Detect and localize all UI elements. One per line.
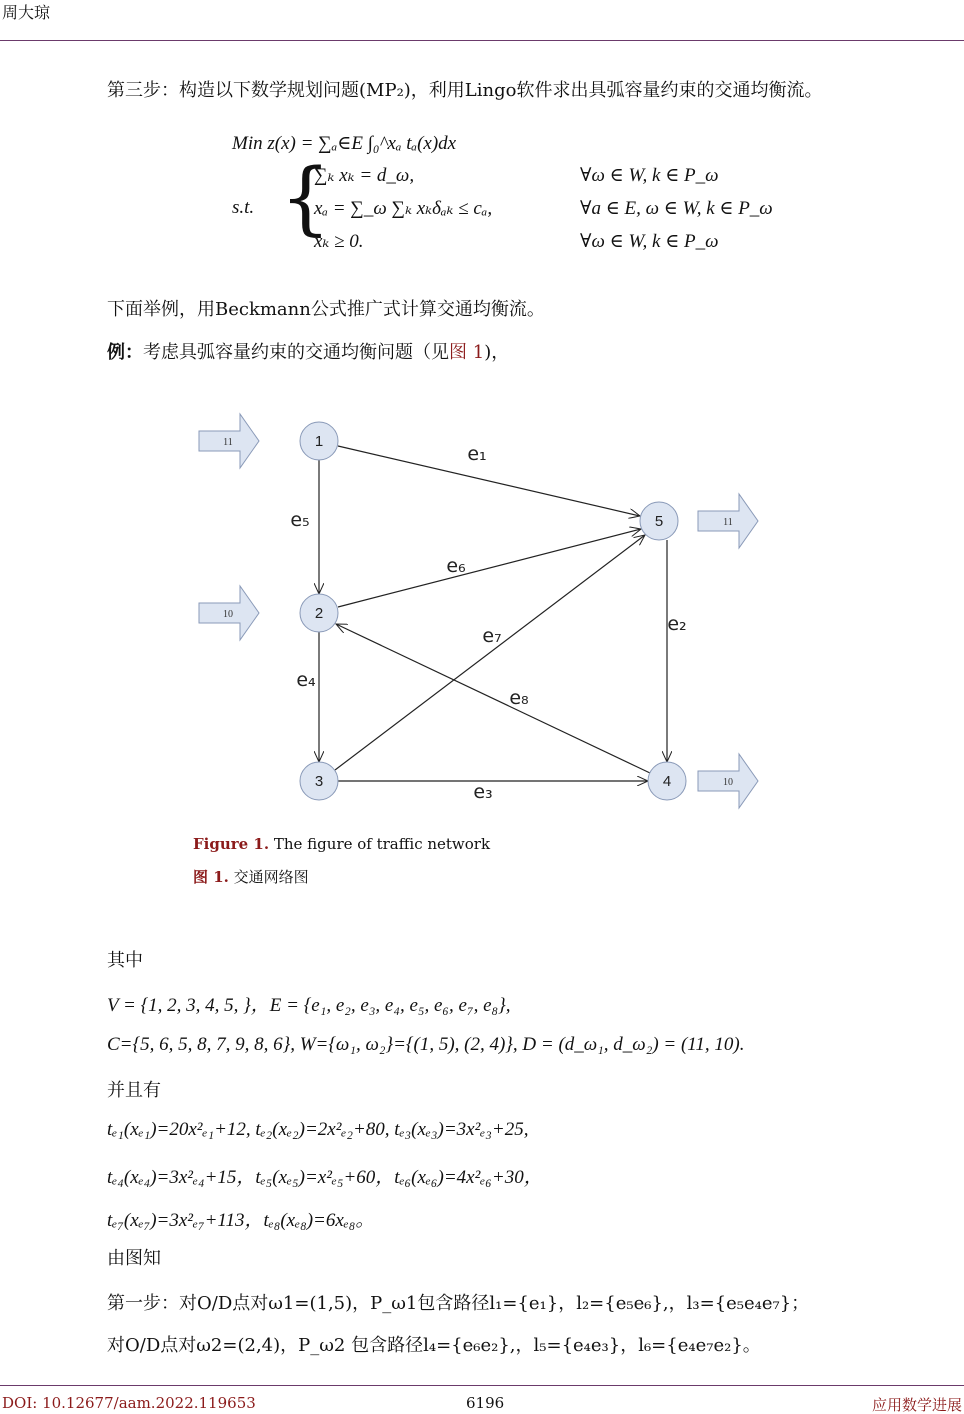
edge-e6-label: e₆	[446, 555, 466, 577]
caption-zh-text: 交通网络图	[233, 868, 309, 886]
outflow-4-label: 10	[723, 777, 733, 788]
text-sets1: V = {1, 2, 3, 4, 5, }，E = {e₁, e₂, e₃, e₄, e₅, e₆, e₇, e₈},	[107, 995, 511, 1016]
example-text: 考虑具弧容量约束的交通均衡问题（见	[143, 342, 449, 363]
text-sets2: C={5, 6, 5, 8, 7, 9, 8, 6}, W={ω₁, ω₂}={(1, 5), (2, 4)}, D = (d_ω₁, d_ω₂) = (11, 10).	[107, 1034, 745, 1055]
outflow-5-label: 11	[723, 517, 733, 528]
edge-e6	[338, 529, 641, 607]
text-cost3: tₑ₇(xₑ₇)=3x²ₑ₇+113，tₑ₈(xₑ₈)=6xₑ₈。	[107, 1210, 375, 1231]
header-rule	[0, 40, 964, 41]
caption-en-text: The figure of traffic network	[273, 835, 491, 853]
para-example	[107, 338, 509, 364]
caption-en	[193, 835, 490, 853]
edge-e1	[338, 446, 640, 516]
node-1-label: 1	[314, 433, 324, 450]
traffic-network-diagram	[0, 400, 964, 830]
edge-e7	[335, 535, 645, 770]
inflow-2-label: 10	[223, 609, 233, 620]
footer-rule	[0, 1385, 964, 1386]
text-step1a: 第一步：对O/D点对ω1=(1,5)，P_ω1包含路径l₁={e₁}，l₂={e₅e₆},，l₃={e₅e₄e₇}；	[107, 1293, 810, 1314]
footer-journal: 应用数学进展	[871, 1396, 962, 1414]
formula-brace: {	[280, 151, 331, 244]
caption-en-label: Figure 1.	[193, 835, 270, 853]
node-3-label: 3	[314, 773, 324, 790]
footer-doi[interactable]: DOI: 10.12677/aam.2022.119653	[2, 1394, 256, 1412]
node-2-label: 2	[314, 605, 324, 622]
formula-row2-rhs: ∀a ∈ E, ω ∈ W, k ∈ P_ω	[580, 198, 773, 219]
text-bingqie: 并且有	[107, 1080, 161, 1101]
text-youtuzhi: 由图知	[107, 1248, 161, 1269]
formula-st: s.t.	[232, 197, 255, 218]
edge-e1-label: e₁	[467, 443, 487, 465]
para-below: 下面举例，用Beckmann公式推广式计算交通均衡流。	[107, 299, 545, 320]
example-label: 例：	[107, 342, 143, 363]
formula-row3-rhs: ∀ω ∈ W, k ∈ P_ω	[580, 231, 719, 252]
inflow-1-label: 11	[223, 437, 233, 448]
footer-page: 6196	[466, 1394, 505, 1412]
edge-e4-label: e₄	[296, 669, 316, 691]
edge-e8-label: e₈	[509, 687, 529, 709]
formula-row1-rhs: ∀ω ∈ W, k ∈ P_ω	[580, 165, 719, 186]
edge-e3-label: e₃	[473, 781, 493, 803]
formula-row3-lhs: xₖ ≥ 0.	[314, 231, 364, 252]
example-end: )，	[484, 342, 510, 363]
text-cost1: tₑ₁(xₑ₁)=20x²ₑ₁+12, tₑ₂(xₑ₂)=2x²ₑ₂+80, tₑ₃(xₑ₃)=3x²ₑ₃+25,	[107, 1119, 529, 1140]
edge-e2-label: e₂	[667, 613, 687, 635]
header-author: 周大琼	[2, 3, 51, 22]
node-5-label: 5	[654, 513, 664, 530]
caption-zh	[193, 866, 309, 887]
text-step1b: 对O/D点对ω2=(2,4)，P_ω2 包含路径l₄={e₆e₂},，l₅={e₄e₃}，l₆={e₄e₇e₂}。	[107, 1335, 761, 1356]
formula-row2-lhs: xₐ = ∑_ω ∑ₖ xₖδₐₖ ≤ cₐ,	[314, 198, 493, 219]
text-cost2: tₑ₄(xₑ₄)=3x²ₑ₄+15，tₑ₅(xₑ₅)=x²ₑ₅+60，tₑ₆(xₑ₆)=4x²ₑ₆+30，	[107, 1167, 543, 1188]
para-step3: 第三步：构造以下数学规划问题(MP₂)，利用Lingo软件求出具弧容量约束的交通均衡流。	[107, 80, 823, 101]
formula-row1-lhs: ∑ₖ xₖ = d_ω,	[314, 165, 415, 186]
figure-ref-link[interactable]: 图 1	[449, 342, 485, 363]
edge-e5-label: e₅	[290, 509, 310, 531]
edge-e7-label: e₇	[482, 625, 502, 647]
caption-zh-label: 图 1.	[193, 868, 229, 886]
text-qizhong: 其中	[107, 950, 143, 971]
node-4-label: 4	[662, 773, 672, 790]
formula-objective: Min z(x) = ∑ₐ∈E ∫₀^xₐ tₐ(x)dx	[232, 133, 457, 154]
